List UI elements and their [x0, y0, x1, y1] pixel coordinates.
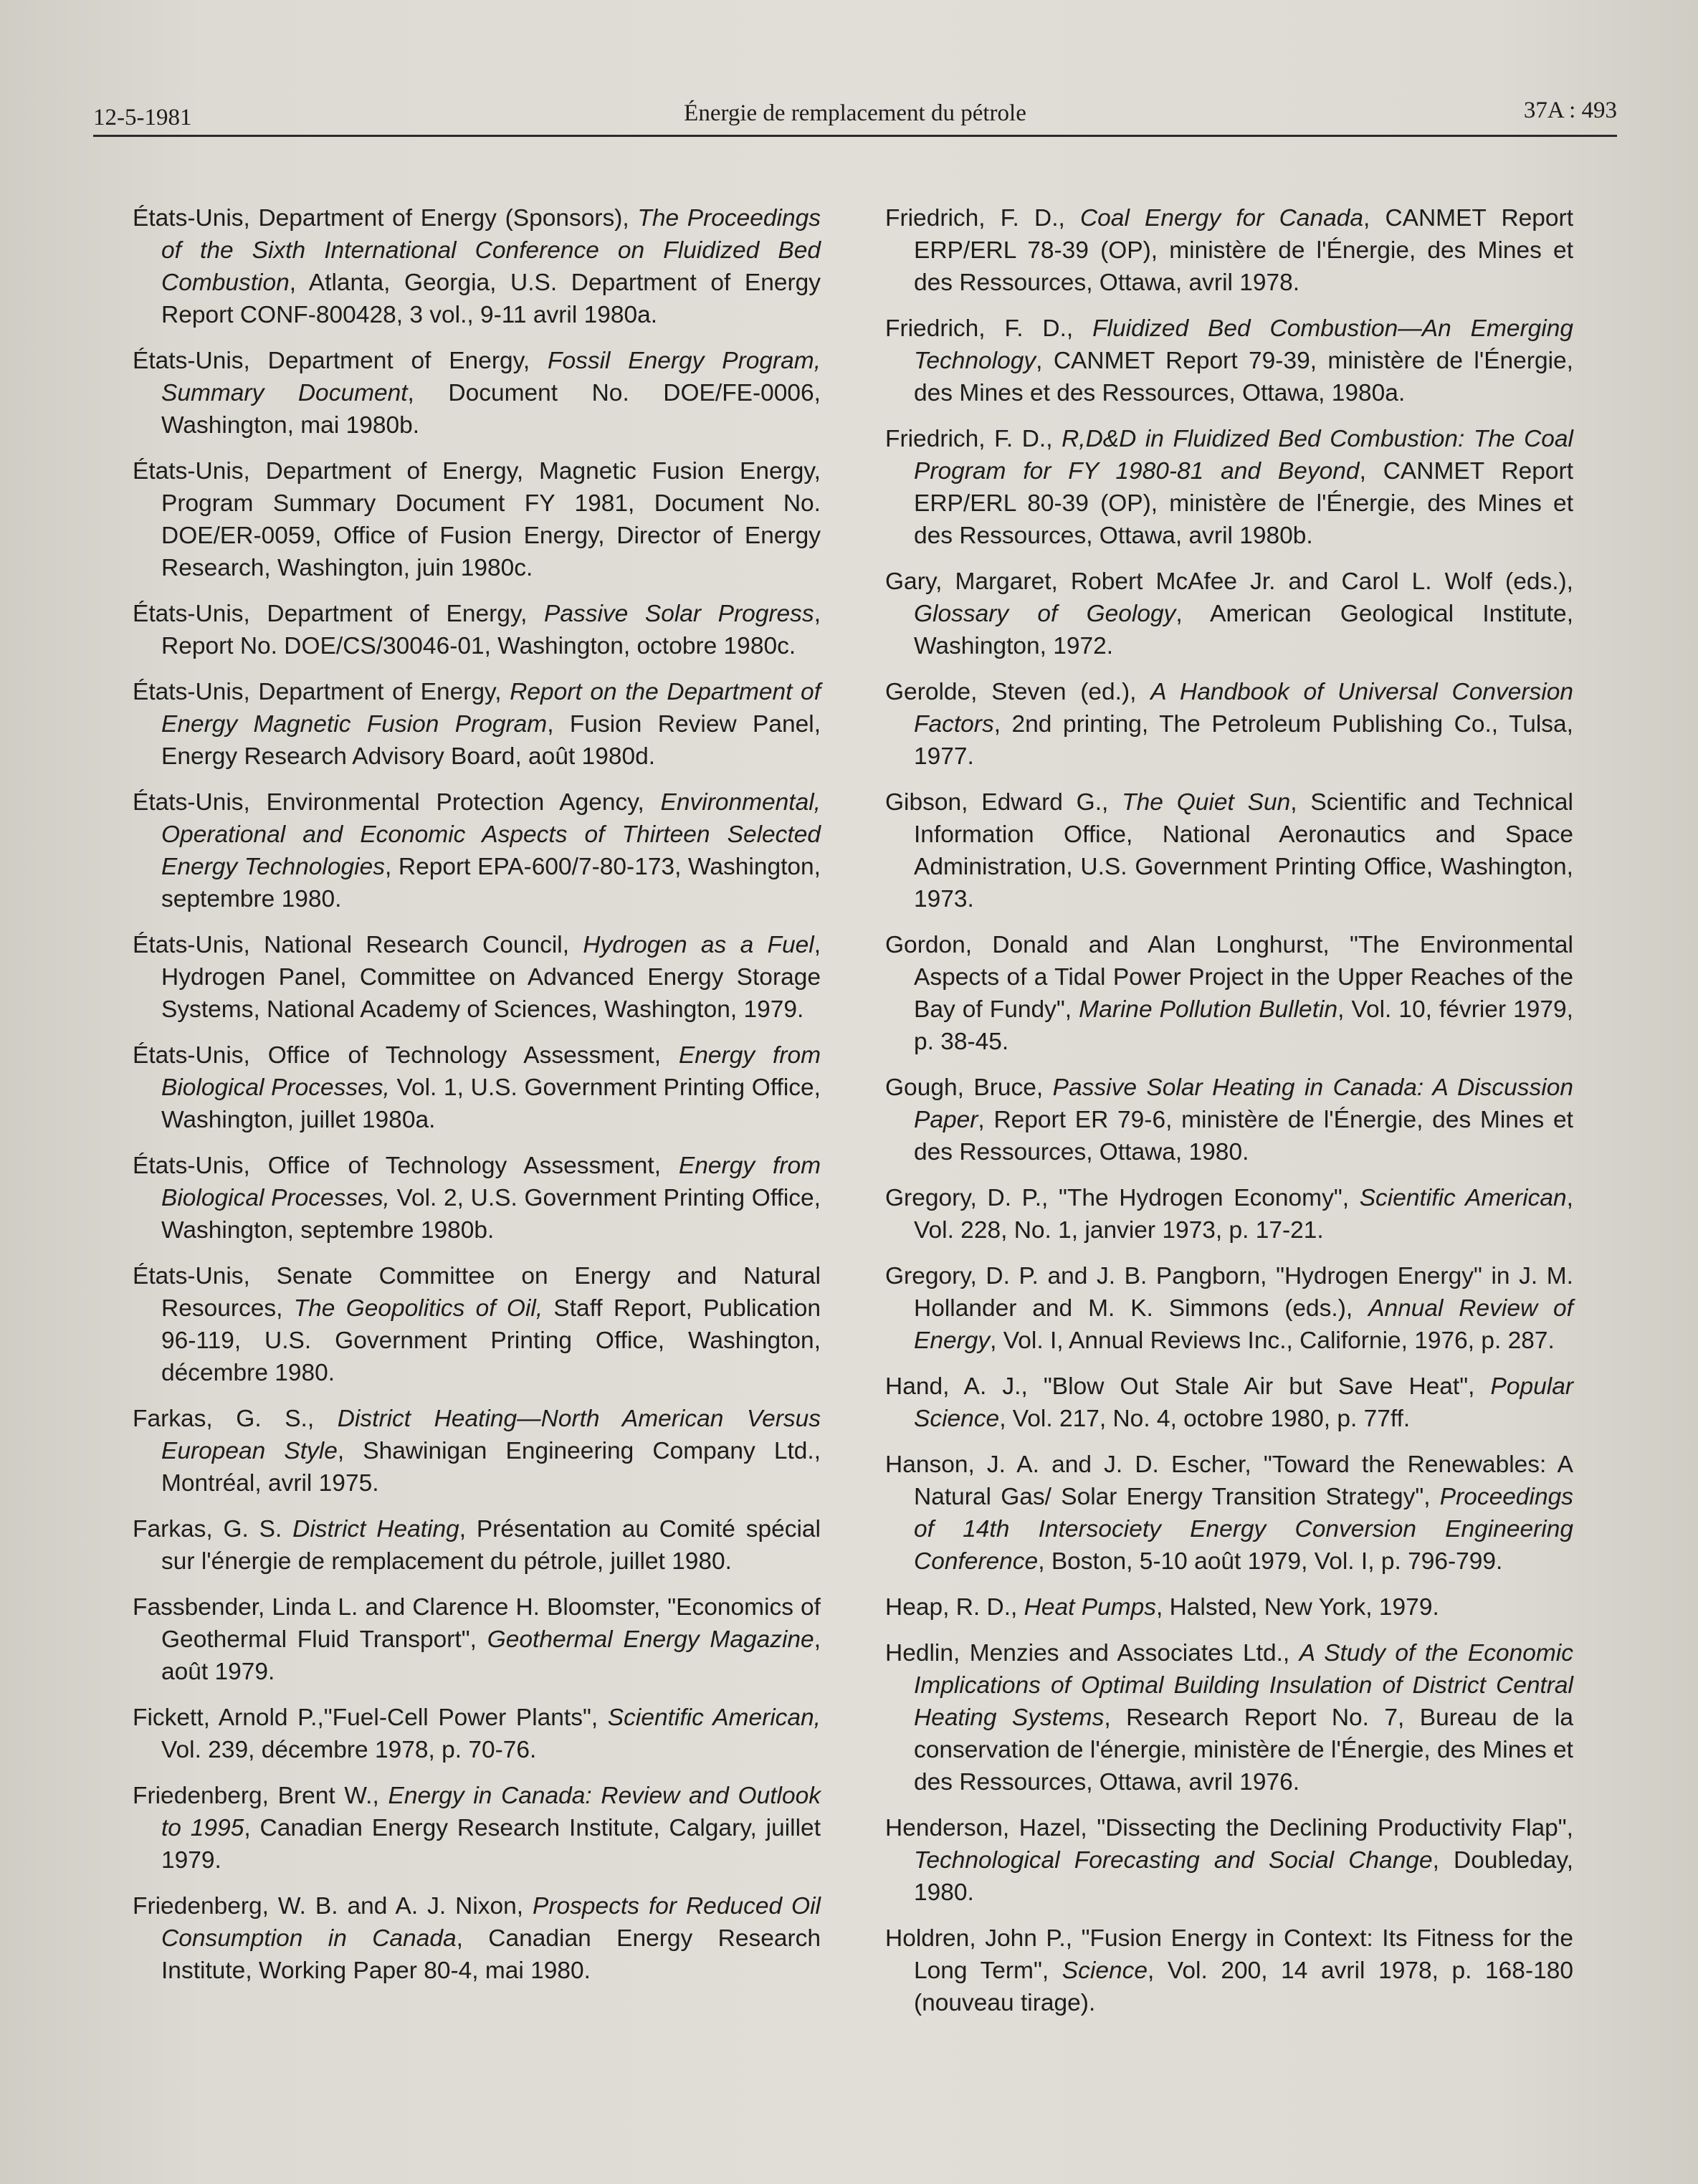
- reference-entry: Friedenberg, W. B. and A. J. Nixon, Prospects for Reduced Oil Consumption in Canada, Canadian Energy Research Institute, Working Paper 80-4, mai 1980.: [133, 1893, 821, 1984]
- reference-entry: États-Unis, Department of Energy, Fossil Energy Program, Summary Document, Document No. DOE/FE-0006, Washington, mai 1980b.: [133, 348, 821, 439]
- reference-entry: Hand, A. J., "Blow Out Stale Air but Save Heat", Popular Science, Vol. 217, No. 4, octobre 1980, p. 77ff.: [885, 1373, 1573, 1432]
- reference-entry: Friedrich, F. D., Fluidized Bed Combustion—An Emerging Technology, CANMET Report 79-39, ministère de l'Énergie, des Mines et des Ressources, Ottawa, 1980a.: [885, 315, 1573, 406]
- reference-entry: Henderson, Hazel, "Dissecting the Declining Productivity Flap", Technological Forecasting and Social Change, Doubleday, 1980.: [885, 1815, 1574, 1906]
- reference-entry: Fassbender, Linda L. and Clarence H. Bloomster, "Economics of Geothermal Fluid Transport", Geothermal Energy Magazine, août 1979.: [133, 1594, 821, 1685]
- reference-entry: Heap, R. D., Heat Pumps, Halsted, New York, 1979.: [885, 1594, 1439, 1621]
- reference-entry: États-Unis, Department of Energy (Sponsors), The Proceedings of the Sixth International Conference on Fluidized Bed Combustion, Atlanta, Georgia, U.S. Department of Energy Report CONF-800428, 3 vol., 9-11 avril 1980a.: [133, 205, 821, 328]
- reference-entry: Holdren, John P., "Fusion Energy in Context: Its Fitness for the Long Term", Science, Vol. 200, 14 avril 1978, p. 168-180 (nouveau tirage).: [885, 1925, 1573, 2016]
- reference-entry: États-Unis, Environmental Protection Agency, Environmental, Operational and Economic Aspects of Thirteen Selected Energy Technologies, Report EPA-600/7-80-173, Washington, septembre 1980.: [133, 789, 821, 912]
- reference-entry: Farkas, G. S. District Heating, Présentation au Comité spécial sur l'énergie de remplacement du pétrole, juillet 1980.: [133, 1516, 821, 1575]
- header-rule: [93, 135, 1617, 137]
- header-date: 12-5-1981: [93, 105, 192, 130]
- reference-entry: États-Unis, Office of Technology Assessment, Energy from Biological Processes, Vol. 1, U.S. Government Printing Office, Washington, juillet 1980a.: [133, 1042, 821, 1133]
- reference-entry: Gordon, Donald and Alan Longhurst, "The Environmental Aspects of a Tidal Power Project in the Upper Reaches of the Bay of Fundy", Marine Pollution Bulletin, Vol. 10, février 1979, p. 38-45.: [885, 932, 1573, 1055]
- reference-entry: Gibson, Edward G., The Quiet Sun, Scientific and Technical Information Office, National Aeronautics and Space Administration, U.S. Government Printing Office, Washington, 1973.: [885, 789, 1573, 912]
- reference-entry: Gregory, D. P., "The Hydrogen Economy", Scientific American, Vol. 228, No. 1, janvier 1973, p. 17-21.: [885, 1185, 1573, 1244]
- reference-entry: Friedrich, F. D., R,D&D in Fluidized Bed Combustion: The Coal Program for FY 1980-81 and Beyond, CANMET Report ERP/ERL 80-39 (OP), ministère de l'Énergie, des Mines et des Ressources, Ottawa, avril 1980b.: [885, 426, 1573, 549]
- reference-entry: Hedlin, Menzies and Associates Ltd., A Study of the Economic Implications of Optimal Building Insulation of District Central Heating Systems, Research Report No. 7, Bureau de la conservation de l'énergie, ministère de l'Énergie, des Mines et des Ressources, Ottawa, avril 1976.: [885, 1640, 1574, 1796]
- reference-entry: États-Unis, Department of Energy, Passive Solar Progress, Report No. DOE/CS/30046-01, Washington, octobre 1980c.: [133, 601, 821, 659]
- reference-entry: États-Unis, Office of Technology Assessment, Energy from Biological Processes, Vol. 2, U.S. Government Printing Office, Washington, septembre 1980b.: [133, 1153, 821, 1244]
- reference-entry: Gerolde, Steven (ed.), A Handbook of Universal Conversion Factors, 2nd printing, The Petroleum Publishing Co., Tulsa, 1977.: [885, 679, 1573, 770]
- reference-entry: Friedrich, F. D., Coal Energy for Canada, CANMET Report ERP/ERL 78-39 (OP), ministère de l'Énergie, des Mines et des Ressources, Ottawa, avril 1978.: [885, 205, 1573, 296]
- reference-column-right: [885, 202, 1573, 2033]
- reference-entry: Gary, Margaret, Robert McAfee Jr. and Carol L. Wolf (eds.), Glossary of Geology, American Geological Institute, Washington, 1972.: [885, 568, 1573, 659]
- header-page-number: 37A : 493: [1523, 97, 1617, 123]
- reference-entry: Farkas, G. S., District Heating—North American Versus European Style, Shawinigan Engineering Company Ltd., Montréal, avril 1975.: [133, 1406, 821, 1497]
- reference-entry: Gregory, D. P. and J. B. Pangborn, "Hydrogen Energy" in J. M. Hollander and M. K. Simmons (eds.), Annual Review of Energy, Vol. I, Annual Reviews Inc., Californie, 1976, p. 287.: [885, 1263, 1573, 1354]
- reference-entry: Gough, Bruce, Passive Solar Heating in Canada: A Discussion Paper, Report ER 79-6, ministère de l'Énergie, des Mines et des Ressources, Ottawa, 1980.: [885, 1074, 1574, 1165]
- reference-entry: États-Unis, National Research Council, Hydrogen as a Fuel, Hydrogen Panel, Committee on Advanced Energy Storage Systems, National Academy of Sciences, Washington, 1979.: [133, 932, 821, 1023]
- header-title: Énergie de remplacement du pétrole: [684, 100, 1026, 126]
- reference-entry: États-Unis, Department of Energy, Report on the Department of Energy Magnetic Fusion Program, Fusion Review Panel, Energy Research Advisory Board, août 1980d.: [133, 679, 821, 770]
- running-header: [93, 92, 1617, 135]
- reference-column-left: [133, 202, 821, 2001]
- reference-entry: Hanson, J. A. and J. D. Escher, "Toward the Renewables: A Natural Gas/ Solar Energy Transition Strategy", Proceedings of 14th Intersociety Energy Conversion Engineering Conference, Boston, 5-10 août 1979, Vol. I, p. 796-799.: [885, 1451, 1573, 1575]
- reference-entry: Fickett, Arnold P.,"Fuel-Cell Power Plants", Scientific American, Vol. 239, décembre 1978, p. 70-76.: [133, 1704, 821, 1763]
- reference-entry: Friedenberg, Brent W., Energy in Canada: Review and Outlook to 1995, Canadian Energy Research Institute, Calgary, juillet 1979.: [133, 1783, 821, 1874]
- reference-entry: États-Unis, Department of Energy, Magnetic Fusion Energy, Program Summary Document FY 1981, Document No. DOE/ER-0059, Office of Fusion Energy, Director of Energy Research, Washington, juin 1980c.: [133, 458, 821, 581]
- reference-entry: États-Unis, Senate Committee on Energy and Natural Resources, The Geopolitics of Oil, Staff Report, Publication 96-119, U.S. Government Printing Office, Washington, décembre 1980.: [133, 1263, 821, 1386]
